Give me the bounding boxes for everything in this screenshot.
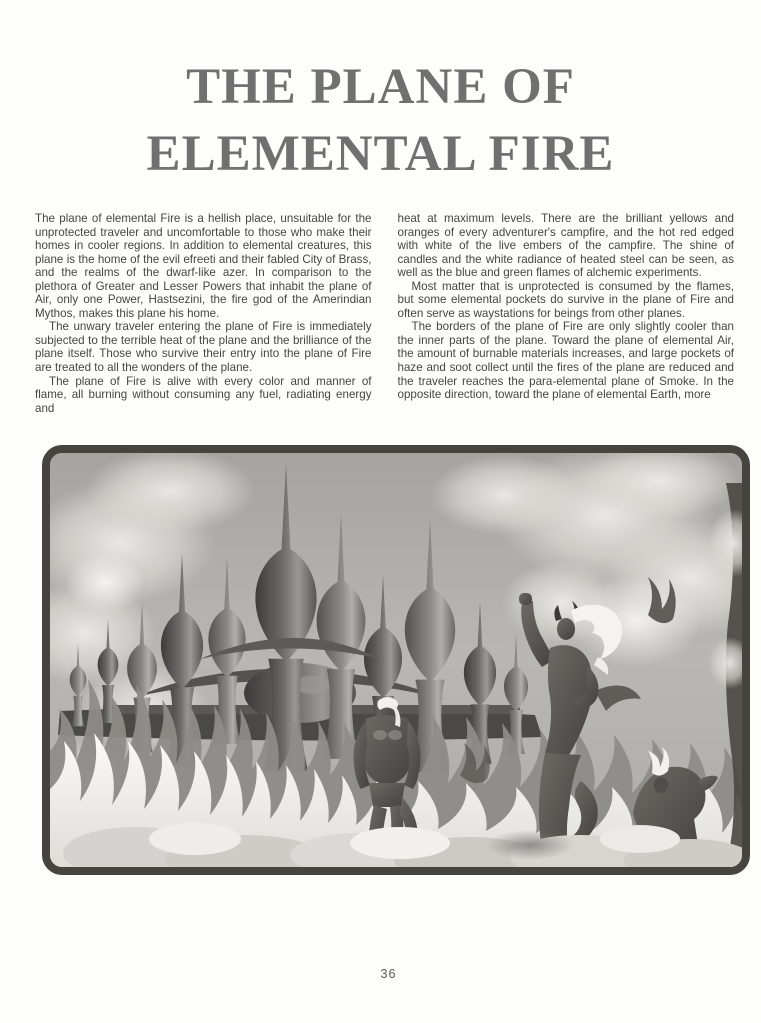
paragraph: heat at maximum levels. There are the brilliant yellows and oranges of every adventurer's campfire, and the hot red edged with white of the live embers of the campfire. The shine of candles and the white radiance of heated steel can be seen, as well as the blue and green flames of alchemic experiments. bbox=[397, 212, 734, 280]
page-title-line1: THE PLANE OF bbox=[186, 59, 575, 115]
illustration-art bbox=[50, 453, 742, 867]
city-of-brass-illustration bbox=[42, 445, 750, 875]
paragraph: The unwary traveler entering the plane of Fire is immediately subjected to the terrible heat of the plane and the brilliance of the plane itself. Those who survive their entry into the plane of Fire are treated to all the wonders of the plane. bbox=[35, 320, 372, 375]
page-title-line2: ELEMENTAL FIRE bbox=[146, 126, 615, 182]
paragraph: The plane of Fire is alive with every color and manner of flame, all burning without consuming any fuel, radiating energy and bbox=[35, 374, 372, 415]
column-right bbox=[398, 212, 735, 415]
paragraph: The plane of elemental Fire is a hellish place, unsuitable for the unprotected traveler and uncomfortable to those who make their homes in cooler regions. In addition to elemental creatures, this plane is the home of the evil efreeti and their fabled City of Brass, and the realms of the dwarf-like azer. In comparison to the plethora of Greater and Lesser Powers that inhabit the plane of Air, only one Power, Hastsezini, the fire god of the Amerindian Mythos, makes this plane his home. bbox=[35, 212, 372, 320]
foreground-smoke bbox=[63, 823, 742, 867]
page-number: 36 bbox=[380, 967, 397, 981]
paragraph: The borders of the plane of Fire are only slightly cooler than the inner parts of the plane. Toward the plane of elemental Air, the amount of burnable materials increases, and large pockets of haze and soot collect until the fires of the plane are reduced and the traveler reaches the para-elemental plane of Smoke. In the opposite direction, toward the plane of elemental Earth, more bbox=[397, 320, 734, 402]
paragraph: Most matter that is unprotected is consumed by the flames, but some elemental pockets do survive in the plane of Fire and often serve as waystations for beings from other planes. bbox=[397, 279, 734, 320]
page-title bbox=[0, 54, 761, 188]
article-body bbox=[35, 212, 734, 415]
column-left bbox=[35, 212, 372, 415]
